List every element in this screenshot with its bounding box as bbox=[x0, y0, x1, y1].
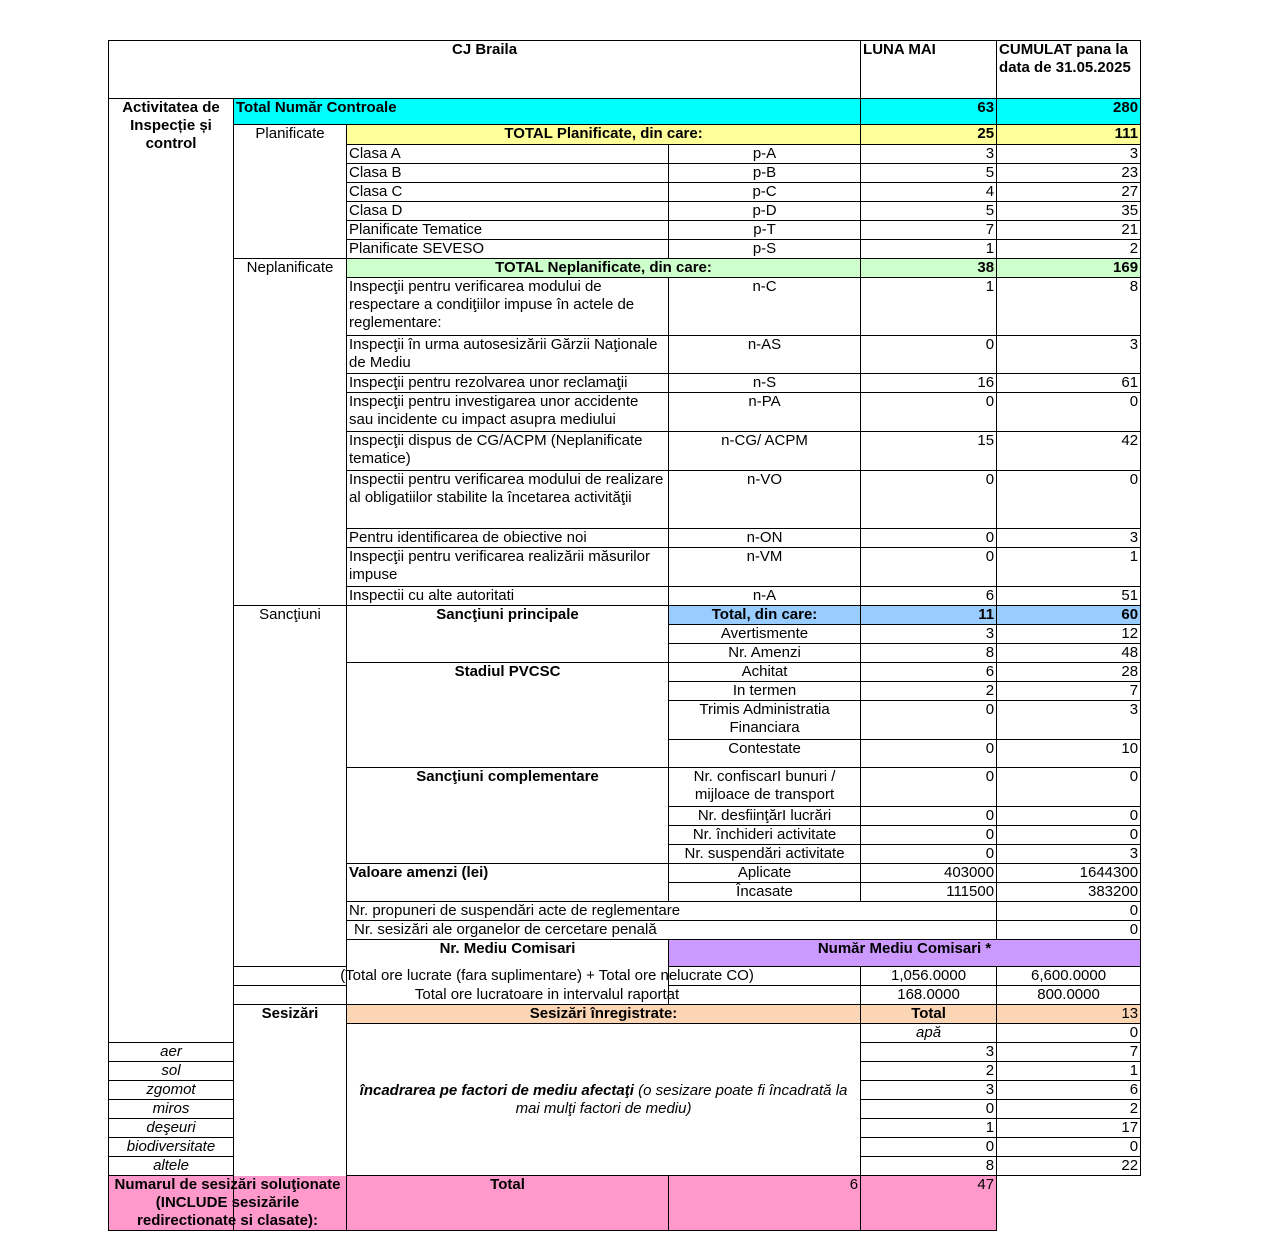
hours-period-cumulative: 800.0000 bbox=[997, 986, 1141, 1005]
row-cumulative: 2 bbox=[997, 240, 1141, 259]
row-cumulative: 27 bbox=[997, 183, 1141, 202]
hours-worked-cumulative: 6,600.0000 bbox=[997, 967, 1141, 986]
unplanned-label: Neplanificate bbox=[234, 259, 347, 606]
row-label: Nr. Amenzi bbox=[669, 644, 861, 663]
row-label: Clasa C bbox=[347, 183, 669, 202]
row-cumulative: 1 bbox=[997, 548, 1141, 587]
row-cumulative: 23 bbox=[997, 164, 1141, 183]
row-cumulative: 3 bbox=[997, 145, 1141, 164]
factors-label-note: (o sesizare poate fi încadrată la mai mulţi factori de mediu) bbox=[515, 1081, 848, 1117]
section-complaints: Sesizări bbox=[234, 1005, 347, 1231]
row-month: 1 bbox=[861, 240, 997, 259]
row-code: n-ON bbox=[669, 529, 861, 548]
row-label: Nr. desfiinţărI lucrări bbox=[669, 807, 861, 826]
factor-month: 1 bbox=[861, 1119, 997, 1138]
row-month: 3 bbox=[861, 625, 997, 644]
row-cumulative: 0 bbox=[997, 471, 1141, 529]
environmental-factors-label bbox=[347, 1024, 861, 1176]
row-label: Inspecţii pentru investigarea unor accidente sau incidente cu impact asupra mediului bbox=[347, 393, 669, 432]
row-cumulative: 1644300 bbox=[997, 864, 1141, 883]
factor-month: 3 bbox=[861, 1043, 997, 1062]
row-cumulative: 8 bbox=[997, 278, 1141, 336]
row-code: p-S bbox=[669, 240, 861, 259]
sanctions-label: Sancţiuni bbox=[234, 606, 347, 967]
row-code: n-VO bbox=[669, 471, 861, 529]
table-row bbox=[109, 986, 1141, 1005]
factor-label: miros bbox=[109, 1100, 234, 1119]
registered-complaints-month: 13 bbox=[997, 1005, 1141, 1024]
row-month: 403000 bbox=[861, 864, 997, 883]
factor-month: 3 bbox=[861, 1081, 997, 1100]
complementary-sanctions-label: Sancţiuni complementare bbox=[347, 768, 669, 864]
suspension-proposals-label: Nr. propuneri de suspendări acte de reglementare bbox=[347, 902, 997, 921]
factor-cumulative: 22 bbox=[997, 1157, 1141, 1176]
row-month: 15 bbox=[861, 432, 997, 471]
row-cumulative: 3 bbox=[997, 529, 1141, 548]
row-label: Încasate bbox=[669, 883, 861, 902]
row-label: Contestate bbox=[669, 740, 861, 768]
row-code: p-D bbox=[669, 202, 861, 221]
total-controls-label: Total Număr Controale bbox=[234, 99, 861, 125]
row-month: 0 bbox=[861, 701, 997, 740]
row-label: Aplicate bbox=[669, 864, 861, 883]
main-sanctions-total-label: Total, din care: bbox=[669, 606, 861, 625]
row-label: Achitat bbox=[669, 663, 861, 682]
row-cumulative: 383200 bbox=[997, 883, 1141, 902]
hours-period-label: Total ore lucratoare in intervalul raportat bbox=[234, 986, 861, 1005]
row-cumulative: 3 bbox=[997, 845, 1141, 864]
row-cumulative: 0 bbox=[997, 768, 1141, 807]
row-month: 0 bbox=[861, 807, 997, 826]
row-code: n-S bbox=[669, 374, 861, 393]
unplanned-total-month: 38 bbox=[861, 259, 997, 278]
row-month: 0 bbox=[861, 336, 997, 374]
row-cumulative: 48 bbox=[997, 644, 1141, 663]
solved-complaints-month: 6 bbox=[669, 1176, 861, 1231]
total-controls-cumulative: 280 bbox=[997, 99, 1141, 125]
row-label: Inspectii pentru verificarea modului de realizare al obligatiilor stabilite la încetarea activităţii bbox=[347, 471, 669, 529]
factor-label: aer bbox=[109, 1043, 234, 1062]
row-label: Inspectii cu alte autoritati bbox=[347, 587, 669, 606]
factor-cumulative: 2 bbox=[997, 1100, 1141, 1119]
row-month: 5 bbox=[861, 164, 997, 183]
row-month: 0 bbox=[861, 740, 997, 768]
pvcsc-label: Stadiul PVCSC bbox=[347, 663, 669, 768]
factor-label: altele bbox=[109, 1157, 234, 1176]
factor-label: deşeuri bbox=[109, 1119, 234, 1138]
row-month: 7 bbox=[861, 221, 997, 240]
registered-complaints-total-label: Total bbox=[861, 1005, 997, 1024]
table-row bbox=[109, 967, 1141, 986]
column-header-cumulative: CUMULAT pana la data de 31.05.2025 bbox=[997, 41, 1141, 99]
section-commissioners: Nr. Mediu Comisari bbox=[347, 940, 669, 1005]
row-label: In termen bbox=[669, 682, 861, 701]
hours-period-month: 168.0000 bbox=[861, 986, 997, 1005]
planned-total-cumulative: 111 bbox=[997, 125, 1141, 145]
factor-month: 0 bbox=[861, 1138, 997, 1157]
row-cumulative: 3 bbox=[997, 701, 1141, 740]
row-month: 0 bbox=[861, 471, 997, 529]
row-cumulative: 0 bbox=[997, 826, 1141, 845]
row-month: 1 bbox=[861, 278, 997, 336]
row-cumulative: 10 bbox=[997, 740, 1141, 768]
hours-worked-month: 1,056.0000 bbox=[861, 967, 997, 986]
row-label: Inspecţii dispus de CG/ACPM (Neplanificate tematice) bbox=[347, 432, 669, 471]
row-code: n-AS bbox=[669, 336, 861, 374]
row-code: n-C bbox=[669, 278, 861, 336]
row-code: p-A bbox=[669, 145, 861, 164]
row-code: n-A bbox=[669, 587, 861, 606]
fines-label: Valoare amenzi (lei) bbox=[347, 864, 669, 902]
row-cumulative: 21 bbox=[997, 221, 1141, 240]
row-code: n-CG/ ACPM bbox=[669, 432, 861, 471]
solved-complaints-label: Numarul de sesizări soluţionate (INCLUDE sesizările redirectionate si clasate): bbox=[109, 1176, 347, 1231]
factor-month: 2 bbox=[861, 1062, 997, 1081]
criminal-referrals-month: 0 bbox=[997, 921, 1141, 940]
factors-label-bold: încadrarea pe factori de mediu afectaţi bbox=[359, 1081, 634, 1099]
row-month: 0 bbox=[861, 845, 997, 864]
factor-month: 0 bbox=[997, 1024, 1141, 1043]
row-month: 0 bbox=[861, 826, 997, 845]
row-month: 4 bbox=[861, 183, 997, 202]
row-label: Inspecţii pentru verificarea modului de respectare a condiţiilor impuse în actele de reglementare: bbox=[347, 278, 669, 336]
row-month: 5 bbox=[861, 202, 997, 221]
row-label: Nr. închideri activitate bbox=[669, 826, 861, 845]
row-month: 8 bbox=[861, 644, 997, 663]
unplanned-total-cumulative: 169 bbox=[997, 259, 1141, 278]
row-cumulative: 0 bbox=[997, 807, 1141, 826]
registered-complaints-label: Sesizări înregistrate: bbox=[347, 1005, 861, 1024]
row-label: Pentru identificarea de obiective noi bbox=[347, 529, 669, 548]
row-month: 0 bbox=[861, 768, 997, 807]
row-label: Inspecţii pentru verificarea realizării măsurilor impuse bbox=[347, 548, 669, 587]
main-sanctions-total-cumulative: 60 bbox=[997, 606, 1141, 625]
row-cumulative: 61 bbox=[997, 374, 1141, 393]
row-month: 6 bbox=[861, 587, 997, 606]
row-label: Planificate Tematice bbox=[347, 221, 669, 240]
row-cumulative: 0 bbox=[997, 393, 1141, 432]
row-month: 16 bbox=[861, 374, 997, 393]
row-code: p-C bbox=[669, 183, 861, 202]
row-month: 2 bbox=[861, 682, 997, 701]
factor-cumulative: 7 bbox=[997, 1043, 1141, 1062]
row-cumulative: 51 bbox=[997, 587, 1141, 606]
planned-label: Planificate bbox=[234, 125, 347, 259]
column-header-month: LUNA MAI bbox=[861, 41, 997, 99]
row-label: Inspecţii pentru rezolvarea unor reclamaţii bbox=[347, 374, 669, 393]
factor-month: 8 bbox=[861, 1157, 997, 1176]
factor-cumulative: 0 bbox=[997, 1138, 1141, 1157]
report-title: CJ Braila bbox=[109, 41, 861, 99]
average-commissioners-label: Număr Mediu Comisari * bbox=[669, 940, 1141, 967]
total-controls-month: 63 bbox=[861, 99, 997, 125]
main-sanctions-label: Sancţiuni principale bbox=[347, 606, 669, 663]
row-label: Clasa B bbox=[347, 164, 669, 183]
row-label: Trimis Administratia Financiara bbox=[669, 701, 861, 740]
hours-worked-label: (Total ore lucrate (fara suplimentare) + Total ore nelucrate CO) bbox=[234, 967, 861, 986]
row-code: n-PA bbox=[669, 393, 861, 432]
suspension-proposals-month: 0 bbox=[997, 902, 1141, 921]
row-cumulative: 12 bbox=[997, 625, 1141, 644]
planned-total-label: TOTAL Planificate, din care: bbox=[347, 125, 861, 145]
row-cumulative: 42 bbox=[997, 432, 1141, 471]
criminal-referrals-label: Nr. sesizări ale organelor de cercetare penală bbox=[347, 921, 997, 940]
row-month: 0 bbox=[861, 548, 997, 587]
row-label: Nr. confiscarI bunuri / mijloace de transport bbox=[669, 768, 861, 807]
solved-complaints-cumulative: 47 bbox=[861, 1176, 997, 1231]
row-cumulative: 35 bbox=[997, 202, 1141, 221]
row-month: 111500 bbox=[861, 883, 997, 902]
row-label: Nr. suspendări activitate bbox=[669, 845, 861, 864]
factor-month: 0 bbox=[861, 1100, 997, 1119]
unplanned-total-label: TOTAL Neplanificate, din care: bbox=[347, 259, 861, 278]
factor-cumulative: 17 bbox=[997, 1119, 1141, 1138]
row-cumulative: 7 bbox=[997, 682, 1141, 701]
solved-complaints-total-label: Total bbox=[347, 1176, 669, 1231]
row-label: Planificate SEVESO bbox=[347, 240, 669, 259]
row-cumulative: 28 bbox=[997, 663, 1141, 682]
row-code: p-B bbox=[669, 164, 861, 183]
row-month: 0 bbox=[861, 529, 997, 548]
factor-cumulative: 1 bbox=[997, 1062, 1141, 1081]
planned-total-month: 25 bbox=[861, 125, 997, 145]
factor-label: apă bbox=[861, 1024, 997, 1043]
factor-label: sol bbox=[109, 1062, 234, 1081]
row-month: 3 bbox=[861, 145, 997, 164]
factor-label: zgomot bbox=[109, 1081, 234, 1100]
main-sanctions-total-month: 11 bbox=[861, 606, 997, 625]
row-cumulative: 3 bbox=[997, 336, 1141, 374]
row-code: p-T bbox=[669, 221, 861, 240]
factor-label: biodiversitate bbox=[109, 1138, 234, 1157]
factor-cumulative: 6 bbox=[997, 1081, 1141, 1100]
section-inspection: Activitatea de Inspecție și control bbox=[109, 99, 234, 1043]
row-code: n-VM bbox=[669, 548, 861, 587]
row-label: Clasa D bbox=[347, 202, 669, 221]
report-table bbox=[108, 40, 1141, 1231]
row-label: Clasa A bbox=[347, 145, 669, 164]
row-label: Inspecţii în urma autosesizării Gărzii Naţionale de Mediu bbox=[347, 336, 669, 374]
row-label: Avertismente bbox=[669, 625, 861, 644]
row-month: 0 bbox=[861, 393, 997, 432]
row-month: 6 bbox=[861, 663, 997, 682]
